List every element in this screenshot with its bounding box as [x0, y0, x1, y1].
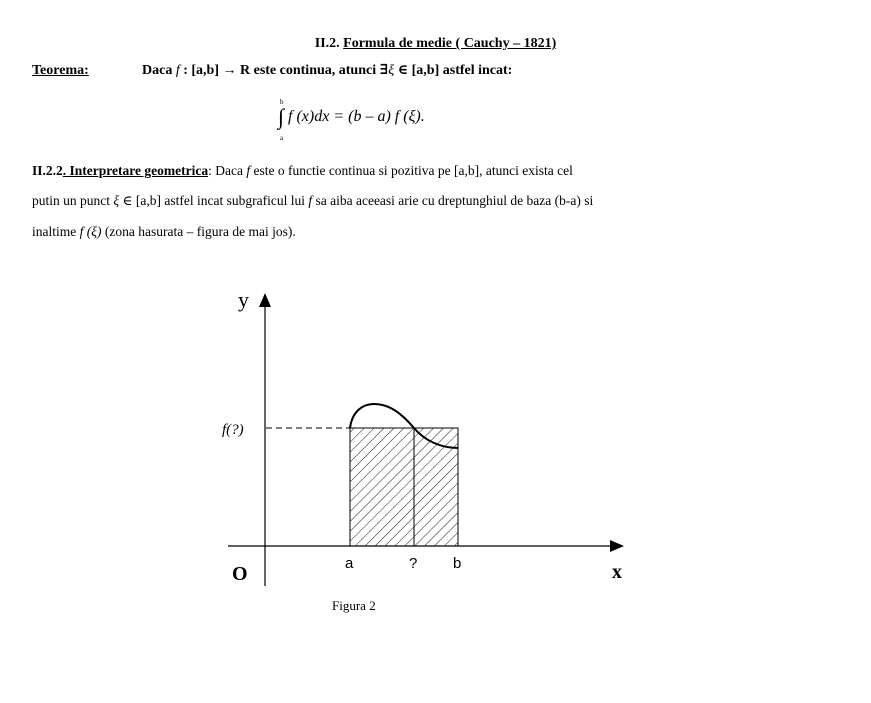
text: ∈ [a,b] astfel incat subgraficul lui: [119, 193, 309, 208]
tick-label-b: b: [453, 555, 462, 572]
x-axis-arrow-icon: [610, 540, 624, 552]
y-axis-arrow-icon: [259, 293, 271, 307]
theorem-text: ∈ [a,b] astfel incat:: [394, 63, 513, 78]
theorem-label: Teorema:: [32, 63, 89, 78]
xi-symbol: ξ: [113, 193, 120, 208]
function-symbol: f: [246, 163, 251, 178]
text: sa aiba aceeasi arie cu dreptunghiul de baza (b-a) si: [312, 193, 594, 208]
function-symbol: f: [175, 63, 180, 78]
section-title-text: Formula de medie ( Cauchy – 1821): [343, 36, 557, 51]
text: (zona hasurata – figura de mai jos).: [101, 224, 296, 239]
theorem-text: Daca: [142, 63, 176, 78]
origin-label: O: [232, 563, 248, 585]
text: Daca: [211, 163, 247, 178]
colon: :: [208, 163, 212, 178]
text: este o functie continua si pozitiva pe [a,b], atunci exista cel: [250, 163, 573, 178]
integral-sign: ∫: [278, 104, 285, 129]
text: putin un punct: [32, 193, 114, 208]
f-xi-label: f(?): [222, 422, 244, 438]
lower-limit: a: [280, 134, 284, 142]
x-axis-label: x: [612, 561, 622, 583]
upper-limit: b: [280, 98, 284, 106]
subsection-heading: . Interpretare geometrica: [62, 163, 209, 178]
theorem-text: : [a,b] → R este continua, atunci ∃: [179, 63, 389, 78]
section-number: II.2.: [314, 36, 340, 51]
xi-symbol: ξ: [388, 63, 395, 78]
tick-label-xi: ?: [409, 555, 418, 572]
f-xi-expression: f (ξ): [79, 224, 102, 239]
tick-label-a: a: [345, 555, 354, 572]
text: inaltime: [32, 224, 80, 239]
function-symbol: f: [308, 193, 313, 208]
formula-body: f (x)dx = (b – a) f (ξ).: [288, 108, 425, 125]
subsection-number: II.2.2: [32, 163, 63, 178]
y-axis-label: y: [238, 287, 249, 312]
figure-caption: Figura 2: [332, 598, 376, 613]
